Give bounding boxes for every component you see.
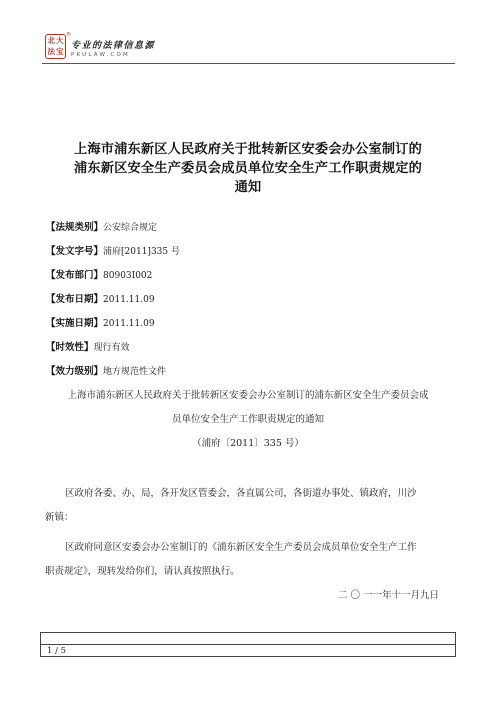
logo-char: 法 <box>47 46 55 56</box>
meta-value: 公安综合规定 <box>103 223 158 233</box>
paragraph-line: 新镇： <box>45 512 74 523</box>
body-doc-number: （浦府〔2011〕335 号） <box>192 438 304 449</box>
meta-key: 【时效性】 <box>46 342 94 353</box>
meta-value: 2011.11.09 <box>103 319 155 329</box>
title-line: 通知 <box>234 180 262 195</box>
meta-row-issuer <box>46 270 152 282</box>
pkulaw-logo-seal <box>45 34 66 59</box>
logo-char: 北 <box>47 36 55 45</box>
footer-divider <box>41 644 455 645</box>
body-heading-line: 上海市浦东新区人民政府关于批转新区安委会办公室制订的浦东新区安全生产委员会成 <box>67 390 429 401</box>
meta-value: 浦府[2011]335 号 <box>103 247 180 257</box>
meta-row-validity <box>46 342 130 354</box>
meta-row-effective-date <box>46 318 155 330</box>
meta-key: 【发布部门】 <box>46 270 104 281</box>
meta-row-publish-date <box>46 294 155 306</box>
paragraph-line: 区政府同意区安委会办公室制订的《浦东新区安全生产委员会成员单位安全生产工作 <box>65 542 417 553</box>
page-footer <box>40 632 456 657</box>
meta-row-doc-number <box>46 246 180 258</box>
meta-row-level <box>46 366 166 378</box>
paragraph-line: 职责规定》，现转发给你们，请认真按照执行。 <box>45 566 240 577</box>
document-date: 二 〇 一一年十一月九日 <box>338 590 440 601</box>
meta-key: 【效力级别】 <box>46 366 104 377</box>
header-divider <box>42 63 455 64</box>
meta-value: 地方规范性文件 <box>103 367 167 377</box>
logo-slogan: 专业的法律信息源 <box>71 41 156 51</box>
title-line: 浦东新区安全生产委员会成员单位安全生产工作职责规定的 <box>73 161 423 176</box>
paragraph-line: 区政府各委、办、局，各开发区管委会，各直属公司，各街道办事处、镇政府，川沙 <box>65 488 417 499</box>
logo-char: 宝 <box>56 46 64 56</box>
logo-url: PKULAW.COM <box>71 52 130 58</box>
registered-mark: ® <box>66 32 71 38</box>
meta-key: 【实施日期】 <box>46 318 104 329</box>
meta-key: 【法规类别】 <box>46 222 104 233</box>
meta-key: 【发文字号】 <box>46 246 104 257</box>
meta-value: 80903I002 <box>103 271 153 281</box>
page-number: 1 / 5 <box>47 646 67 656</box>
title-line: 上海市浦东新区人民政府关于批转新区安委会办公室制订的 <box>73 142 423 157</box>
logo-char: 大 <box>56 36 64 45</box>
meta-row-category <box>46 222 157 234</box>
document-title <box>40 140 456 197</box>
meta-value: 2011.11.09 <box>103 295 155 305</box>
meta-value: 现行有效 <box>93 343 130 353</box>
meta-key: 【发布日期】 <box>46 294 104 305</box>
body-heading-line: 员单位安全生产工作职责规定的通知 <box>171 414 324 425</box>
